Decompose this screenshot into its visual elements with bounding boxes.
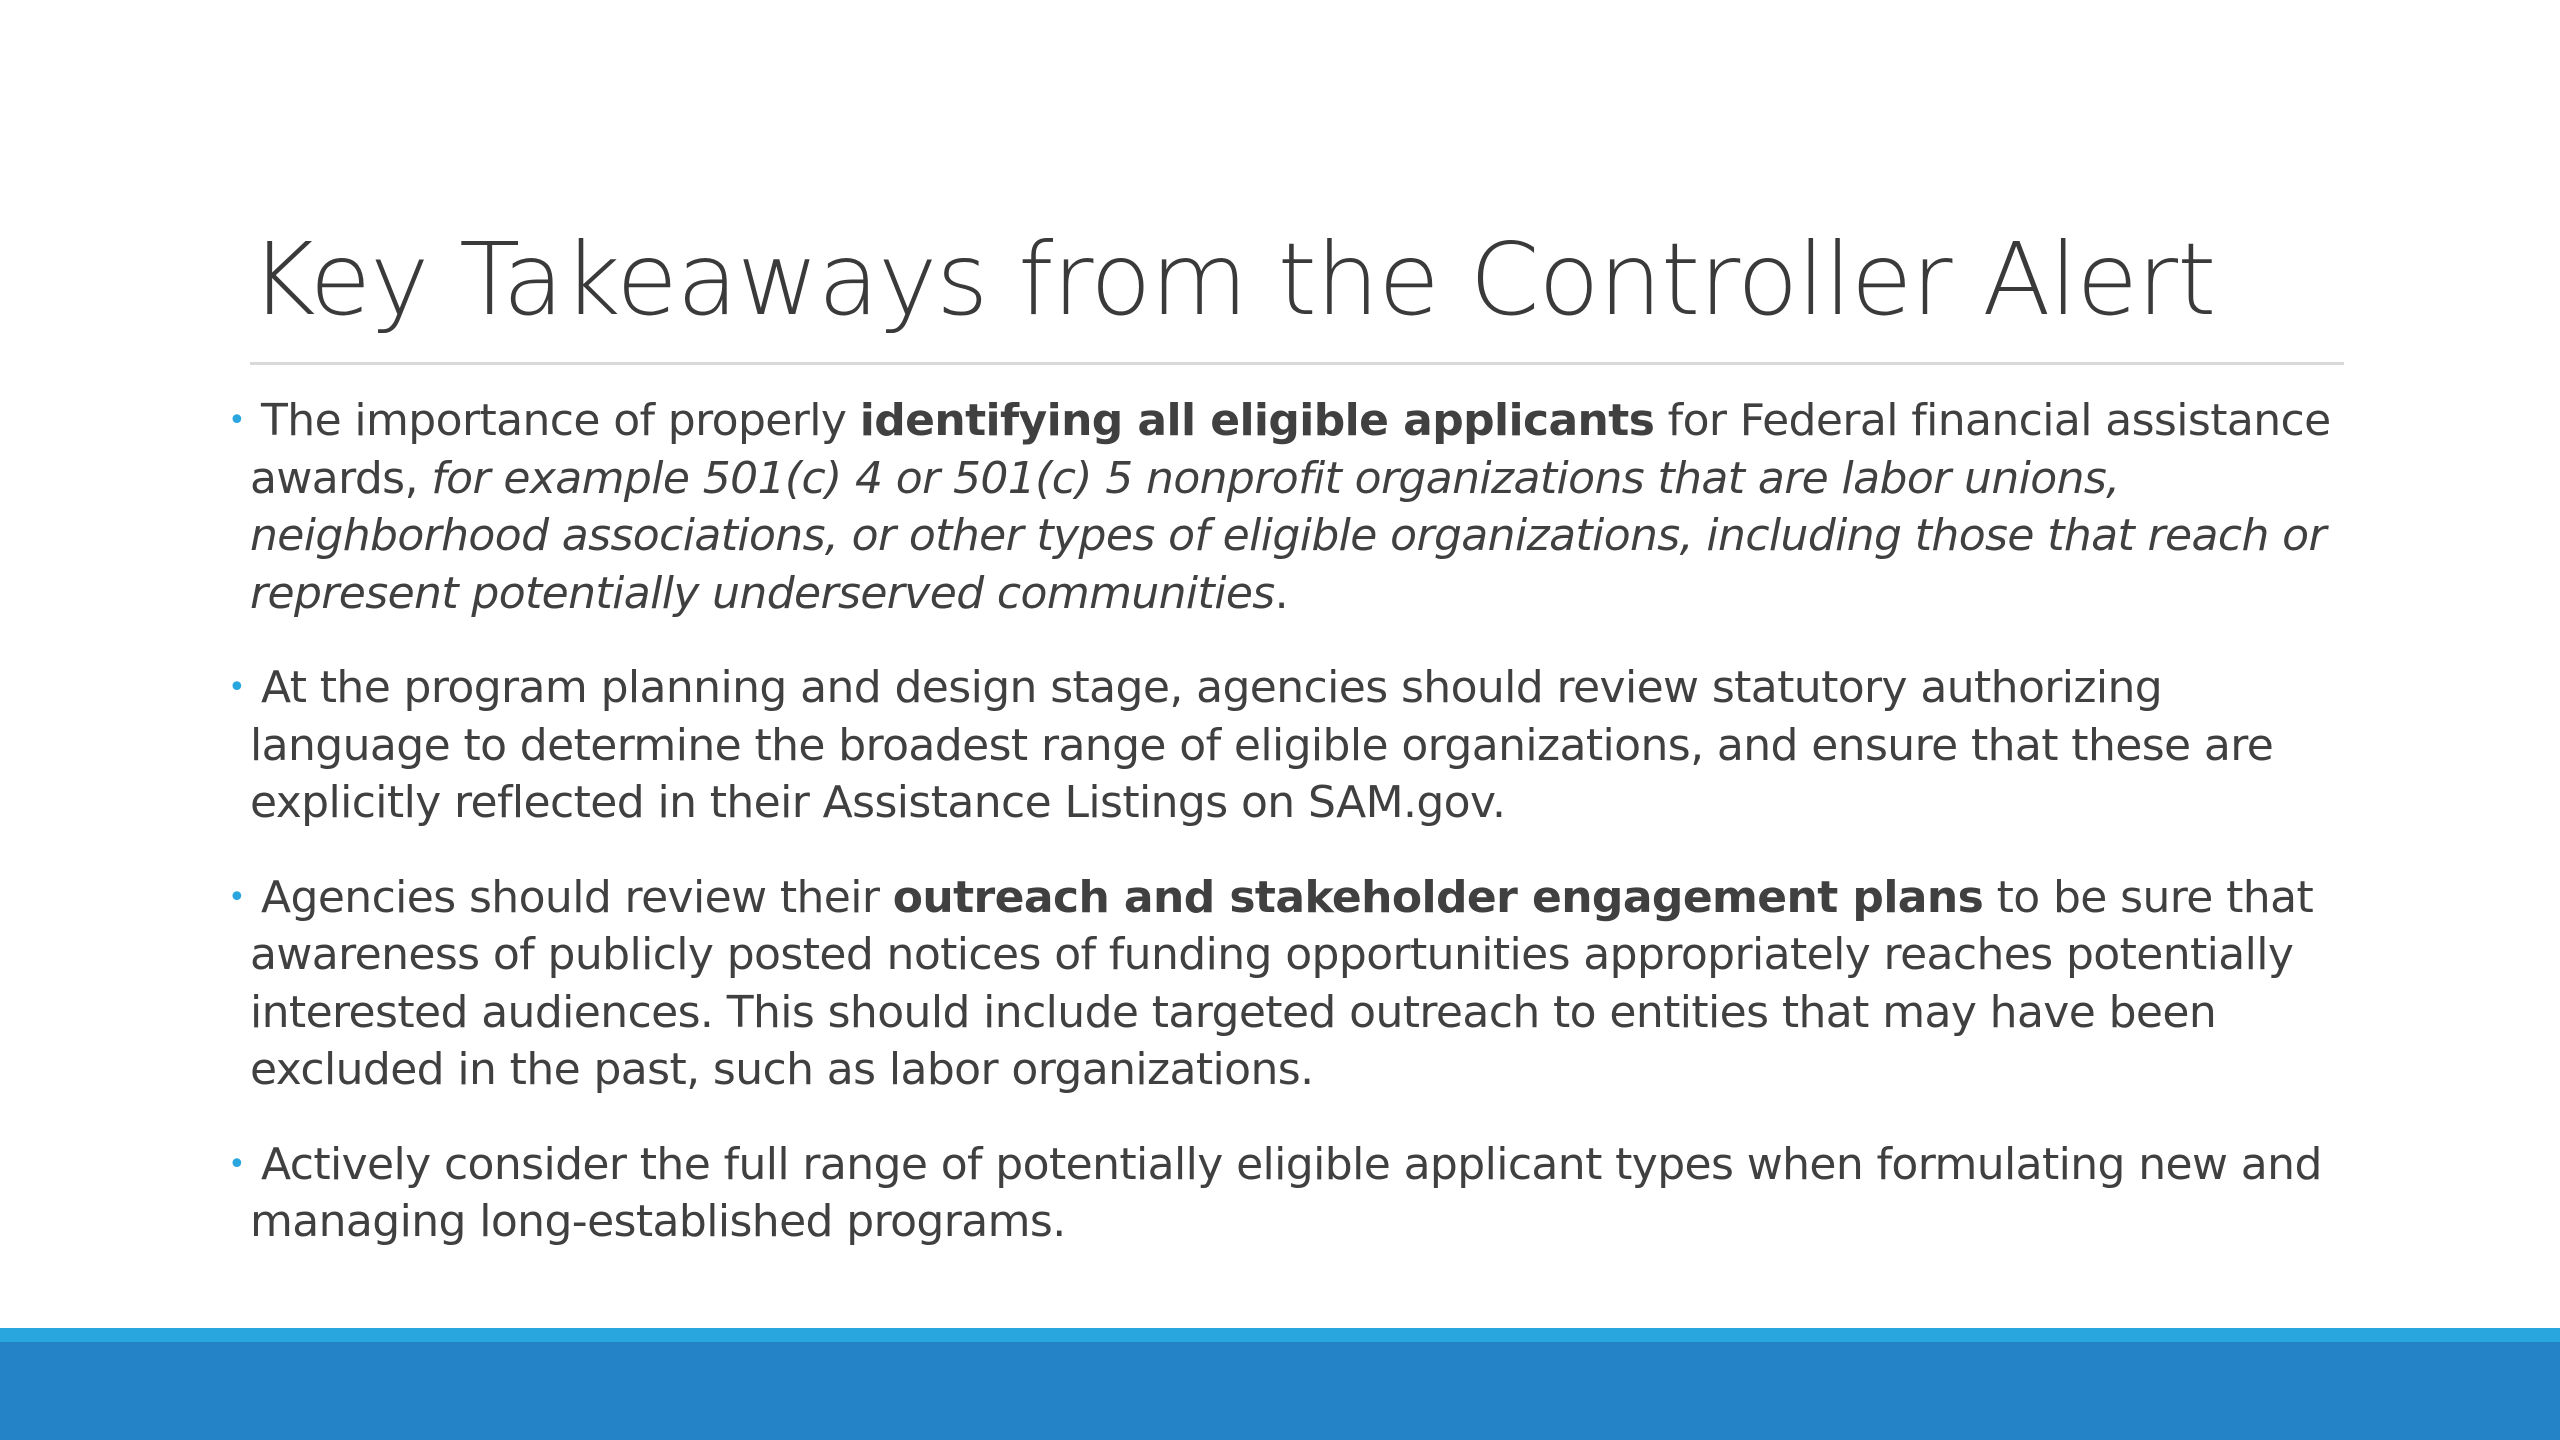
bullet-dot-icon: • xyxy=(228,1146,246,1182)
bullet-text-seg: The importance of properly xyxy=(261,395,860,446)
title-divider xyxy=(250,362,2344,365)
bullet-text-seg: for Federal financial assistance awards, xyxy=(250,395,2331,504)
bullet-text-seg: Actively consider the full range of potentially eligible applicant types when formulating new and managing long-established programs. xyxy=(250,1138,2322,1247)
bullet-text-bold: outreach and stakeholder engagement plans xyxy=(892,871,1984,923)
slide-title: Key Takeaways from the Controller Alert xyxy=(250,221,2216,338)
bullet-text-seg: to be sure that awareness of publicly posted notices of funding opportunities appropriately reaches potentially interested audiences. This should include targeted outreach to entities that may have been excluded in the past, such as labor organizations. xyxy=(250,871,2314,1095)
bullet-item-1 xyxy=(228,392,2350,622)
bullet-text-seg: Agencies should review their xyxy=(261,871,893,923)
bullet-dot-icon: • xyxy=(228,403,246,438)
bullet-dot-icon: • xyxy=(228,879,246,915)
bullet-item-2 xyxy=(228,659,2350,832)
bullet-text-italic: for example 501(c) 4 or 501(c) 5 nonprofit organizations that are labor unions, neighborhood associations, or other types of eligible organizations, including those that reach or represent potentially underserved communities xyxy=(250,452,2326,619)
footer-accent-bar xyxy=(0,1328,2560,1342)
bullet-list xyxy=(228,392,2350,1288)
bullet-text-seg: At the program planning and design stage, agencies should review statutory authorizing language to determine the broadest range of eligible organizations, and ensure that these are explicitly reflected in their Assistance Listings on SAM.gov. xyxy=(250,662,2274,828)
bullet-item-4 xyxy=(228,1136,2350,1251)
bullet-text-bold: identifying all eligible applicants xyxy=(859,395,1655,446)
bullet-text-seg: . xyxy=(1274,567,1289,619)
bullet-item-3 xyxy=(228,869,2350,1099)
footer-band xyxy=(0,1342,2560,1440)
bullet-dot-icon: • xyxy=(228,670,246,705)
